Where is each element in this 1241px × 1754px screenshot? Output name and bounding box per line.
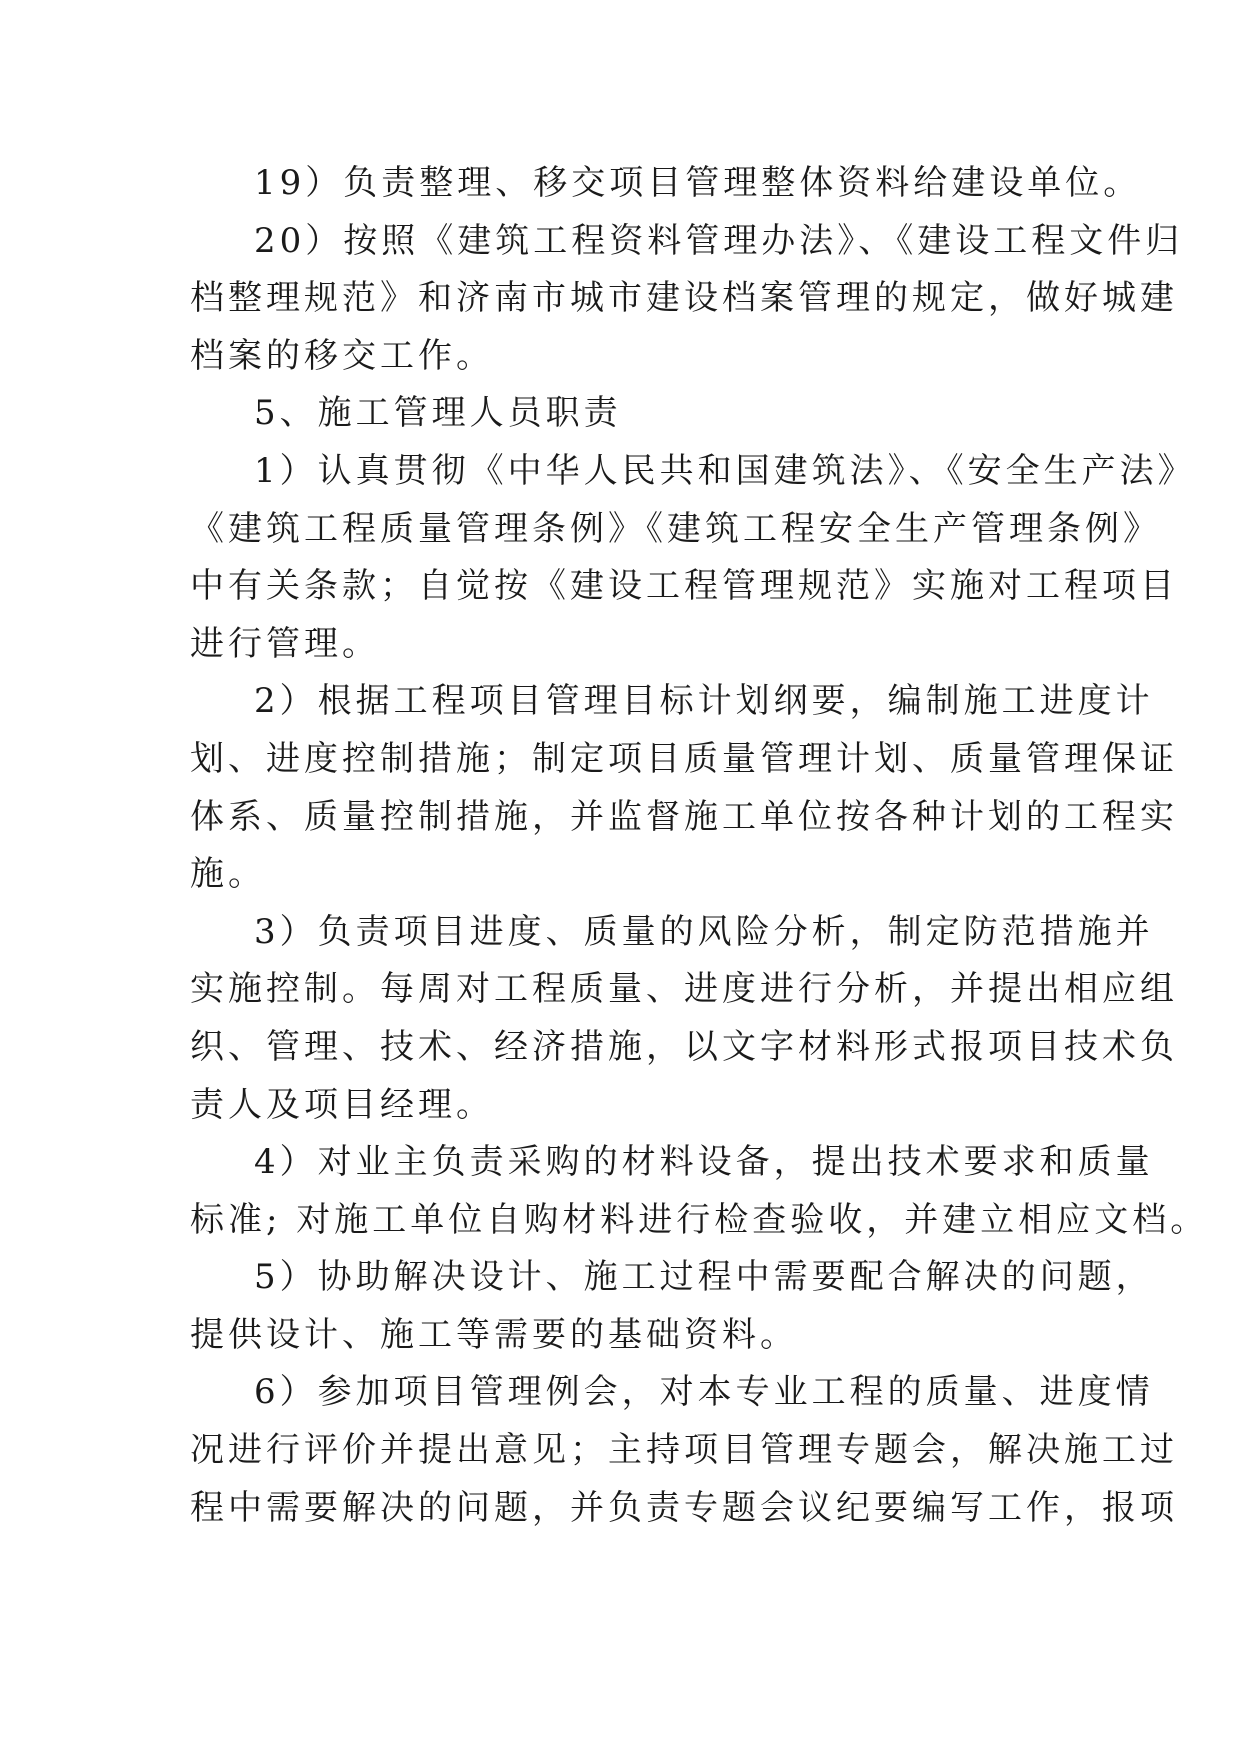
paragraph-20 xyxy=(190,213,1184,386)
section-heading xyxy=(190,385,1060,443)
text-line: 档案的移交工作。 xyxy=(190,335,494,376)
paragraph-19 xyxy=(190,155,1142,213)
text-line: 施。 xyxy=(190,854,266,895)
text-line: 19）负责整理、移交项目管理整体资料给建设单位。 xyxy=(254,163,1142,203)
text-line: 中有关条款；自觉按《建设工程管理规范》实施对工程项目 xyxy=(190,566,1178,607)
text-line: 况进行评价并提出意见；主持项目管理专题会，解决施工过 xyxy=(190,1430,1178,1471)
text-line: 实施控制。每周对工程质量、进度进行分析，并提出相应组 xyxy=(190,969,1178,1010)
text-line: 3）负责项目进度、质量的风险分析，制定防范措施并 xyxy=(254,911,1154,952)
paragraph-2 xyxy=(190,673,1178,903)
text-line: 20）按照《建筑工程资料管理办法》、《建设工程文件归 xyxy=(254,220,1184,261)
text-line: 5）协助解决设计、施工过程中需要配合解决的问题， xyxy=(254,1257,1154,1298)
text-line: 4）对业主负责采购的材料设备，提出技术要求和质量 xyxy=(254,1142,1154,1183)
text-line: 划、进度控制措施；制定项目质量管理计划、质量管理保证 xyxy=(190,738,1178,779)
text-line: 进行管理。 xyxy=(190,623,380,664)
text-line: 1）认真贯彻《中华人民共和国建筑法》、《安全生产法》 xyxy=(254,450,1196,491)
text-line: 档整理规范》和济南市城市建设档案管理的规定，做好城建 xyxy=(190,278,1178,319)
text-line: 6）参加项目管理例会，对本专业工程的质量、进度情 xyxy=(254,1372,1154,1413)
paragraph-6 xyxy=(190,1364,1178,1537)
text-line: 体系、质量控制措施，并监督施工单位按各种计划的工程实 xyxy=(190,796,1178,837)
paragraph-5 xyxy=(190,1249,1154,1364)
paragraph-4 xyxy=(190,1134,1209,1249)
text-line: 2）根据工程项目管理目标计划纲要，编制施工进度计 xyxy=(254,681,1154,722)
text-line: 程中需要解决的问题，并负责专题会议纪要编写工作，报项 xyxy=(190,1487,1178,1528)
text-line: 5、施工管理人员职责 xyxy=(254,393,622,434)
paragraph-1 xyxy=(190,443,1196,673)
text-line: 织、管理、技术、经济措施，以文字材料形式报项目技术负 xyxy=(190,1026,1178,1067)
paragraph-3 xyxy=(190,904,1178,1134)
document-body xyxy=(190,155,1209,1537)
text-line: 标准; 对施工单位自购材料进行检查验收，并建立相应文档。 xyxy=(190,1199,1209,1240)
text-line: 《建筑工程质量管理条例》《建筑工程安全生产管理条例》 xyxy=(190,508,1161,549)
text-line: 责人及项目经理。 xyxy=(190,1084,494,1125)
text-line: 提供设计、施工等需要的基础资料。 xyxy=(190,1314,798,1355)
